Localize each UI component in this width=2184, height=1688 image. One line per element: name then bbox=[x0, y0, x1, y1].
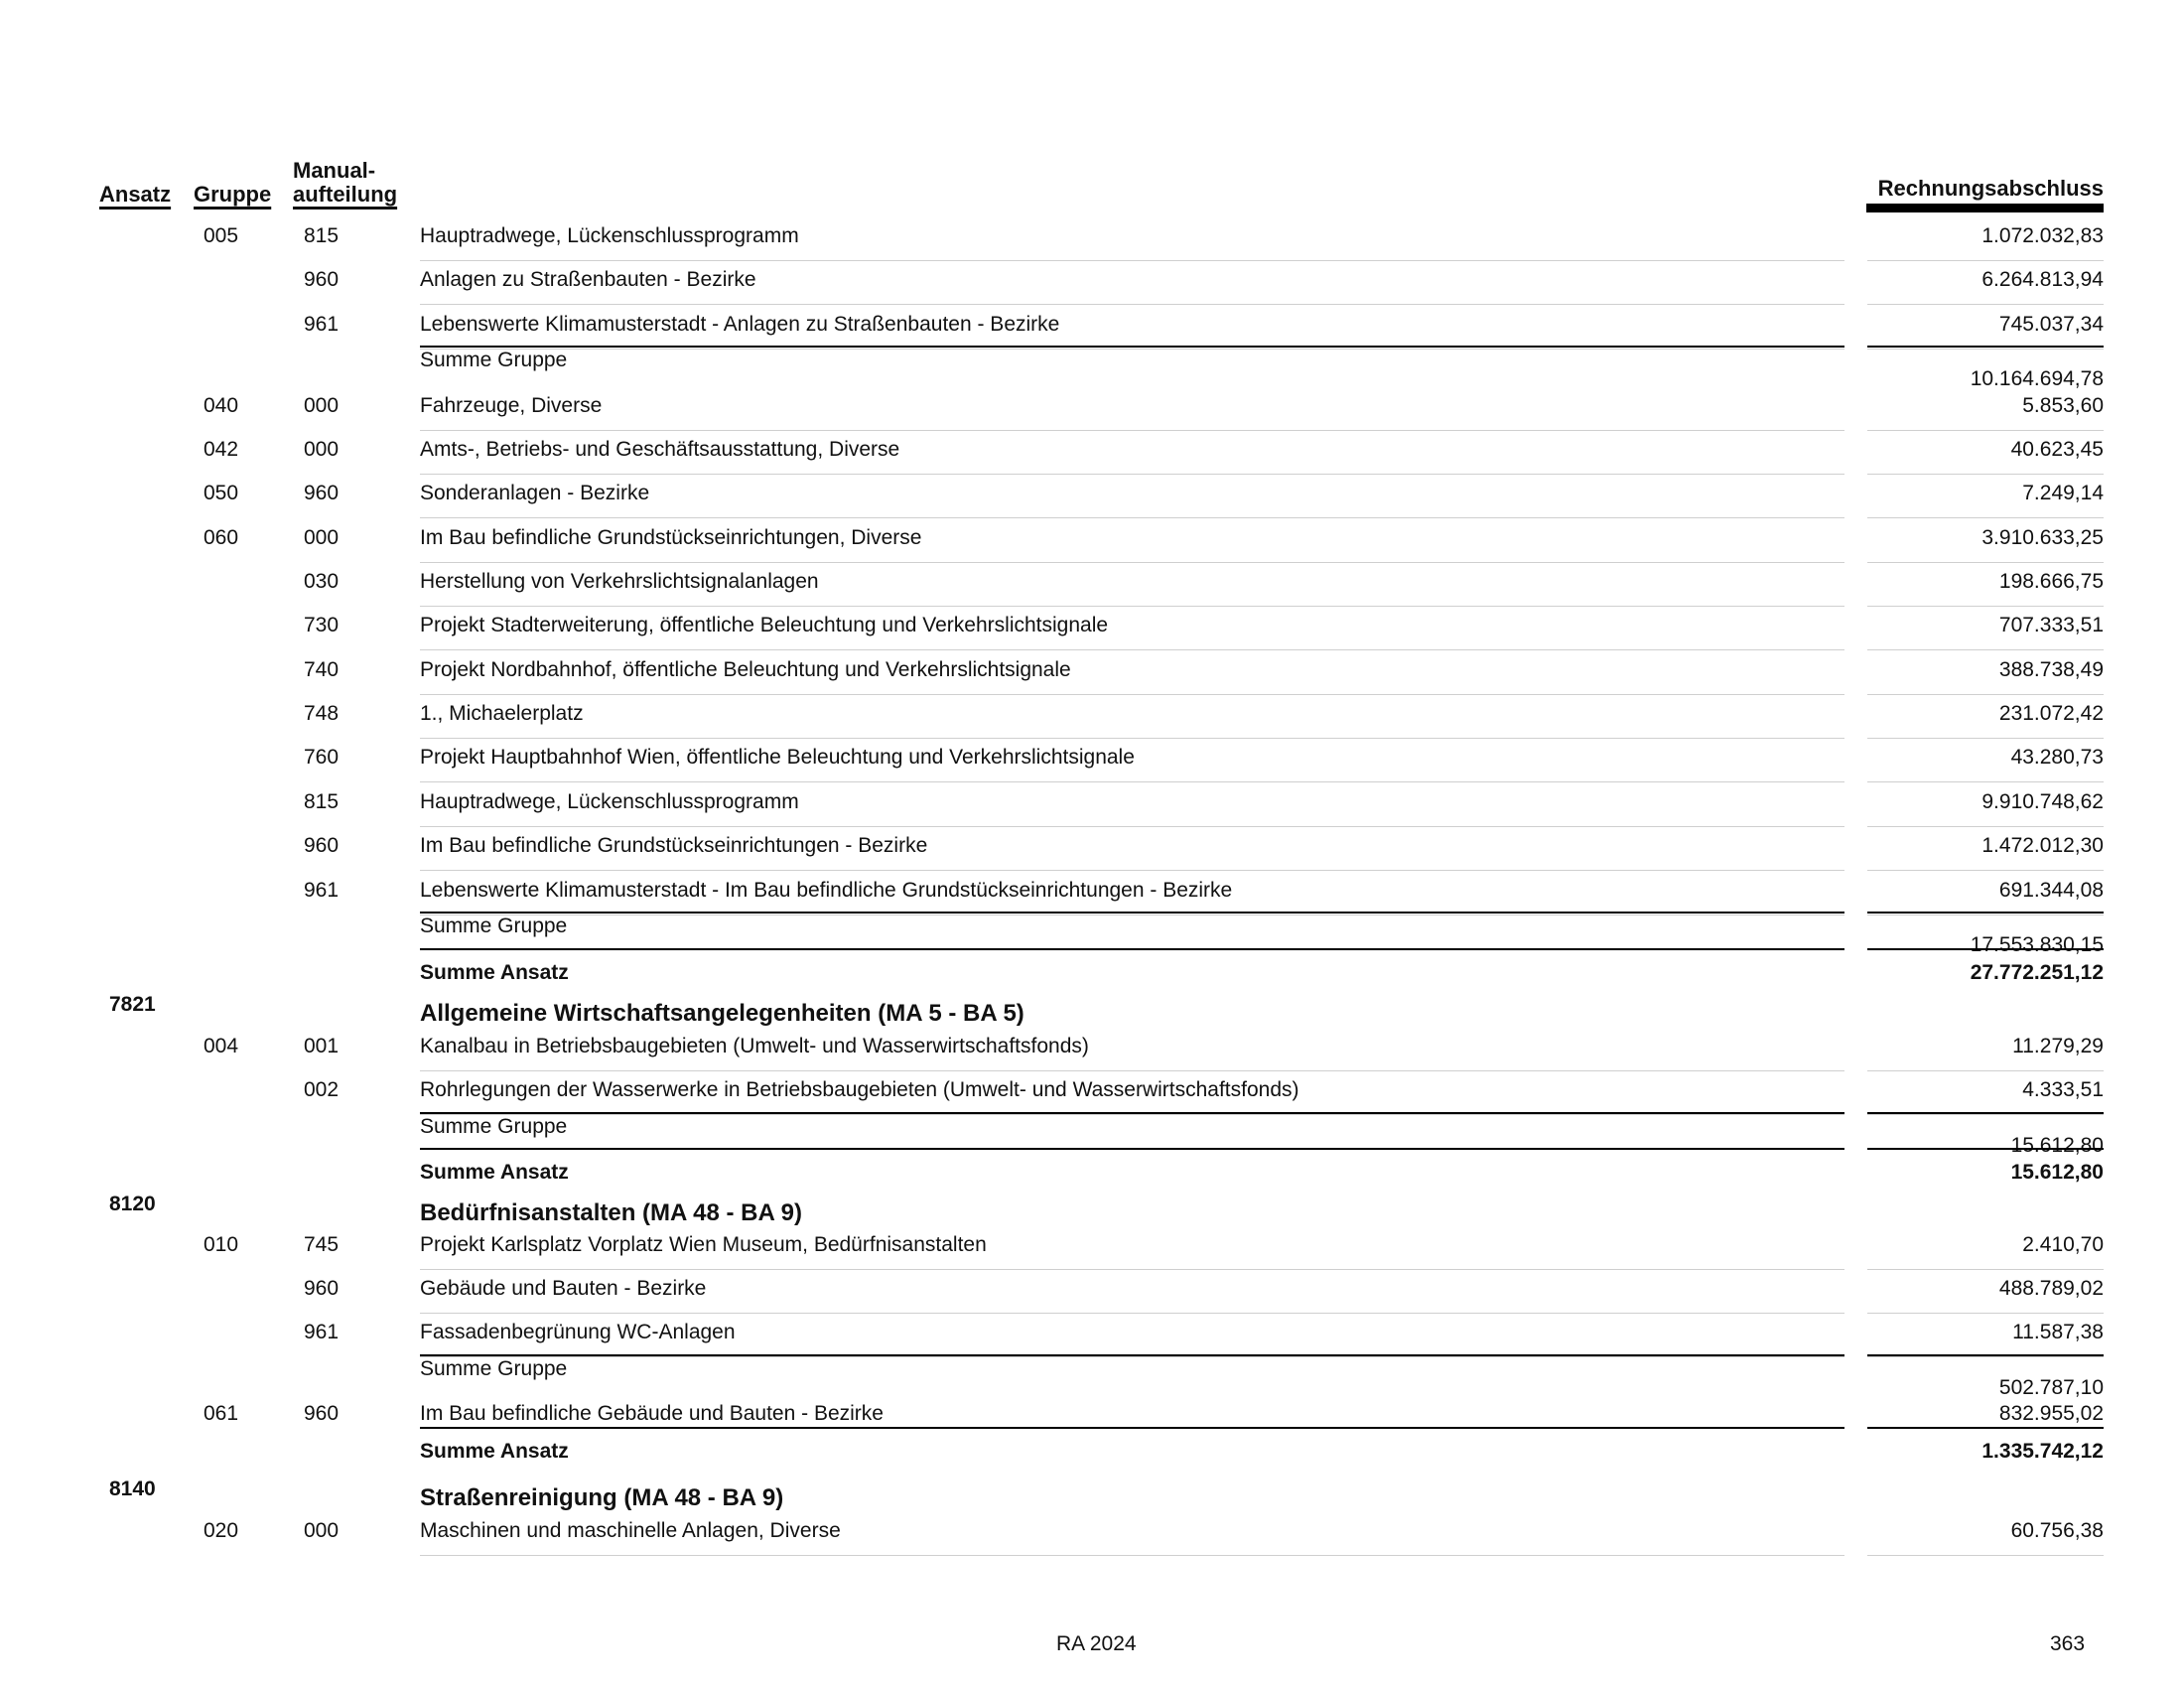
row-amount: 1.072.032,83 bbox=[1981, 224, 2104, 247]
row-separator bbox=[1867, 1313, 2104, 1314]
table-row bbox=[0, 1233, 2184, 1278]
row-amount: 3.910.633,25 bbox=[1981, 526, 2104, 549]
row-separator bbox=[1867, 914, 2104, 915]
sum-rule bbox=[420, 1148, 1844, 1150]
row-separator bbox=[1867, 649, 2104, 650]
row-amount: 11.587,38 bbox=[2012, 1321, 2104, 1343]
row-description: Kanalbau in Betriebsbaugebieten (Umwelt- und Wasserwirtschaftsfonds) bbox=[420, 1035, 1089, 1057]
row-description: Im Bau befindliche Grundstückseinrichtungen, Diverse bbox=[420, 526, 922, 549]
row-description: Summe Gruppe bbox=[420, 1357, 568, 1380]
sum-rule bbox=[420, 346, 1844, 348]
row-amount: 9.910.748,62 bbox=[1981, 790, 2104, 813]
row-description: Im Bau befindliche Gebäude und Bauten - Bezirke bbox=[420, 1402, 884, 1425]
row-separator bbox=[420, 606, 1844, 607]
row-separator bbox=[1867, 349, 2104, 350]
row-description: Rohrlegungen der Wasserwerke in Betriebsbaugebieten (Umwelt- und Wasserwirtschaftsfonds) bbox=[420, 1078, 1299, 1101]
manualaufteilung-code: 730 bbox=[304, 614, 340, 636]
row-description: Projekt Hauptbahnhof Wien, öffentliche Beleuchtung und Verkehrslichtsignale bbox=[420, 746, 1135, 769]
row-separator bbox=[1867, 738, 2104, 739]
row-description: Summe Gruppe bbox=[420, 914, 568, 937]
row-description: Projekt Stadterweiterung, öffentliche Beleuchtung und Verkehrslichtsignale bbox=[420, 614, 1109, 636]
gruppe-code: 020 bbox=[204, 1519, 239, 1542]
gruppe-code: 004 bbox=[204, 1035, 239, 1057]
row-description: Fahrzeuge, Diverse bbox=[420, 394, 603, 417]
gruppe-code: 060 bbox=[204, 526, 239, 549]
row-description: Maschinen und maschinelle Anlagen, Diverse bbox=[420, 1519, 841, 1542]
row-separator bbox=[420, 781, 1844, 782]
row-separator bbox=[1867, 1356, 2104, 1357]
column-header-gruppe: Gruppe bbox=[194, 182, 272, 207]
manualaufteilung-code: 000 bbox=[304, 438, 340, 461]
manualaufteilung-code: 961 bbox=[304, 1321, 340, 1343]
summe-ansatz-row bbox=[0, 959, 2184, 1004]
row-amount: 1.472.012,30 bbox=[1981, 834, 2104, 857]
row-amount: 60.756,38 bbox=[2010, 1519, 2104, 1542]
row-separator bbox=[420, 826, 1844, 827]
table-row bbox=[0, 879, 2184, 923]
row-description: Sonderanlagen - Bezirke bbox=[420, 482, 650, 504]
manualaufteilung-code: 000 bbox=[304, 1519, 340, 1542]
column-header-manualaufteilung-line1: Manual- bbox=[293, 158, 376, 183]
table-row bbox=[0, 482, 2184, 526]
manualaufteilung-code: 960 bbox=[304, 268, 340, 291]
manualaufteilung-code: 001 bbox=[304, 1035, 340, 1057]
table-row bbox=[0, 790, 2184, 835]
row-separator bbox=[420, 1114, 1844, 1115]
row-description: Summe Ansatz bbox=[420, 1161, 569, 1184]
row-separator bbox=[1867, 826, 2104, 827]
sum-rule bbox=[420, 1427, 1844, 1429]
row-amount: 15.612,80 bbox=[2010, 1161, 2104, 1184]
footer-title: RA 2024 bbox=[1056, 1632, 1137, 1655]
manualaufteilung-code: 000 bbox=[304, 526, 340, 549]
row-separator bbox=[1867, 562, 2104, 563]
table-row bbox=[0, 1321, 2184, 1365]
row-description: Summe Gruppe bbox=[420, 1115, 568, 1138]
gruppe-code: 010 bbox=[204, 1233, 239, 1256]
column-header-manualaufteilung-line2: aufteilung bbox=[293, 182, 398, 207]
row-description: Lebenswerte Klimamusterstadt - Anlagen zu Straßenbauten - Bezirke bbox=[420, 313, 1060, 336]
row-description: Amts-, Betriebs- und Geschäftsausstattung, Diverse bbox=[420, 438, 900, 461]
row-description: Gebäude und Bauten - Bezirke bbox=[420, 1277, 707, 1300]
manualaufteilung-code: 815 bbox=[304, 224, 340, 247]
table-row bbox=[0, 224, 2184, 269]
row-amount: 10.164.694,78 bbox=[1970, 367, 2104, 390]
row-separator bbox=[420, 870, 1844, 871]
row-description: Allgemeine Wirtschaftsangelegenheiten (MA 5 - BA 5) bbox=[420, 1000, 1024, 1027]
row-separator bbox=[1867, 430, 2104, 431]
table-row bbox=[0, 1035, 2184, 1079]
manualaufteilung-code: 760 bbox=[304, 746, 340, 769]
table-row bbox=[0, 614, 2184, 658]
row-description: Im Bau befindliche Grundstückseinrichtungen - Bezirke bbox=[420, 834, 928, 857]
row-amount: 1.335.742,12 bbox=[1981, 1440, 2104, 1463]
table-row bbox=[0, 658, 2184, 703]
row-separator bbox=[1867, 781, 2104, 782]
row-amount: 745.037,34 bbox=[1998, 313, 2104, 336]
table-row bbox=[0, 394, 2184, 439]
row-amount: 43.280,73 bbox=[2010, 746, 2104, 769]
page-number: 363 bbox=[2050, 1632, 2086, 1655]
row-separator bbox=[420, 1070, 1844, 1071]
row-separator bbox=[420, 349, 1844, 350]
row-description: Summe Ansatz bbox=[420, 1440, 569, 1463]
row-amount: 198.666,75 bbox=[1998, 570, 2104, 593]
ansatz-code: 8140 bbox=[109, 1477, 156, 1500]
table-row bbox=[0, 268, 2184, 313]
row-separator bbox=[420, 1356, 1844, 1357]
row-description: Projekt Karlsplatz Vorplatz Wien Museum, Bedürfnisanstalten bbox=[420, 1233, 987, 1256]
row-separator bbox=[1867, 1269, 2104, 1270]
row-separator bbox=[420, 694, 1844, 695]
row-amount: 707.333,51 bbox=[1998, 614, 2104, 636]
summe-ansatz-row bbox=[0, 1438, 2184, 1482]
row-amount: 5.853,60 bbox=[2022, 394, 2104, 417]
gruppe-code: 005 bbox=[204, 224, 239, 247]
row-description: Anlagen zu Straßenbauten - Bezirke bbox=[420, 268, 756, 291]
table-row bbox=[0, 1078, 2184, 1123]
gruppe-code: 050 bbox=[204, 482, 239, 504]
row-description: Hauptradwege, Lückenschlussprogramm bbox=[420, 224, 799, 247]
manualaufteilung-code: 815 bbox=[304, 790, 340, 813]
row-amount: 40.623,45 bbox=[2010, 438, 2104, 461]
table-row bbox=[0, 313, 2184, 357]
manualaufteilung-code: 961 bbox=[304, 313, 340, 336]
row-amount: 832.955,02 bbox=[1998, 1402, 2104, 1425]
gruppe-code: 061 bbox=[204, 1402, 239, 1425]
row-amount: 4.333,51 bbox=[2022, 1078, 2104, 1101]
row-separator bbox=[420, 738, 1844, 739]
row-separator bbox=[420, 430, 1844, 431]
sum-rule bbox=[1867, 1112, 2104, 1114]
manualaufteilung-code: 960 bbox=[304, 1277, 340, 1300]
sum-rule bbox=[1867, 1427, 2104, 1429]
sum-rule bbox=[1867, 948, 2104, 950]
row-separator bbox=[1867, 304, 2104, 305]
row-separator bbox=[1867, 1114, 2104, 1115]
sum-rule bbox=[420, 1354, 1844, 1356]
table-row bbox=[0, 1277, 2184, 1322]
row-separator bbox=[420, 1555, 1844, 1556]
manualaufteilung-code: 740 bbox=[304, 658, 340, 681]
table-row bbox=[0, 526, 2184, 571]
row-amount: 6.264.813,94 bbox=[1981, 268, 2104, 291]
row-separator bbox=[1867, 260, 2104, 261]
row-description: Fassadenbegrünung WC-Anlagen bbox=[420, 1321, 736, 1343]
manualaufteilung-code: 030 bbox=[304, 570, 340, 593]
row-separator bbox=[420, 562, 1844, 563]
sum-rule bbox=[420, 912, 1844, 914]
manualaufteilung-code: 961 bbox=[304, 879, 340, 902]
row-amount: 7.249,14 bbox=[2022, 482, 2104, 504]
row-amount: 488.789,02 bbox=[1998, 1277, 2104, 1300]
row-description: Lebenswerte Klimamusterstadt - Im Bau befindliche Grundstückseinrichtungen - Bezirke bbox=[420, 879, 1233, 902]
table-row bbox=[0, 746, 2184, 790]
row-description: Projekt Nordbahnhof, öffentliche Beleuchtung und Verkehrslichtsignale bbox=[420, 658, 1071, 681]
sum-rule bbox=[1867, 912, 2104, 914]
manualaufteilung-code: 000 bbox=[304, 394, 340, 417]
row-separator bbox=[1867, 870, 2104, 871]
row-separator bbox=[1867, 1555, 2104, 1556]
column-header-ansatz: Ansatz bbox=[99, 182, 172, 207]
row-amount: 691.344,08 bbox=[1998, 879, 2104, 902]
row-description: Summe Ansatz bbox=[420, 961, 569, 984]
summe-ansatz-row bbox=[0, 1159, 2184, 1203]
row-amount: 231.072,42 bbox=[1998, 702, 2104, 725]
table-row bbox=[0, 1519, 2184, 1564]
row-description: Hauptradwege, Lückenschlussprogramm bbox=[420, 790, 799, 813]
row-description: 1., Michaelerplatz bbox=[420, 702, 584, 725]
row-separator bbox=[420, 474, 1844, 475]
manualaufteilung-code: 960 bbox=[304, 1402, 340, 1425]
table-row bbox=[0, 570, 2184, 615]
row-separator bbox=[420, 1313, 1844, 1314]
row-separator bbox=[1867, 474, 2104, 475]
row-amount: 17.553.830,15 bbox=[1970, 933, 2104, 956]
row-separator bbox=[420, 914, 1844, 915]
table-row bbox=[0, 834, 2184, 879]
row-separator bbox=[420, 304, 1844, 305]
row-description: Straßenreinigung (MA 48 - BA 9) bbox=[420, 1484, 784, 1511]
row-amount: 388.738,49 bbox=[1998, 658, 2104, 681]
row-amount: 27.772.251,12 bbox=[1970, 961, 2104, 984]
ansatz-code: 8120 bbox=[109, 1193, 156, 1215]
gruppe-code: 042 bbox=[204, 438, 239, 461]
row-separator bbox=[420, 1269, 1844, 1270]
manualaufteilung-code: 002 bbox=[304, 1078, 340, 1101]
sum-rule bbox=[420, 1112, 1844, 1114]
gruppe-code: 040 bbox=[204, 394, 239, 417]
column-header-rechnungsabschluss: Rechnungsabschluss bbox=[1877, 176, 2104, 201]
row-amount: 11.279,29 bbox=[2012, 1035, 2104, 1057]
row-amount: 15.612,80 bbox=[2010, 1134, 2104, 1157]
sum-rule bbox=[1867, 1148, 2104, 1150]
row-description: Summe Gruppe bbox=[420, 349, 568, 371]
row-separator bbox=[1867, 1070, 2104, 1071]
row-description: Herstellung von Verkehrslichtsignalanlagen bbox=[420, 570, 819, 593]
ansatz-code: 7821 bbox=[109, 993, 156, 1016]
row-separator bbox=[1867, 517, 2104, 518]
row-separator bbox=[1867, 694, 2104, 695]
table-row bbox=[0, 702, 2184, 747]
row-description: Bedürfnisanstalten (MA 48 - BA 9) bbox=[420, 1199, 802, 1226]
row-amount: 2.410,70 bbox=[2022, 1233, 2104, 1256]
row-separator bbox=[420, 260, 1844, 261]
manualaufteilung-code: 960 bbox=[304, 834, 340, 857]
row-separator bbox=[1867, 606, 2104, 607]
manualaufteilung-code: 748 bbox=[304, 702, 340, 725]
sum-rule bbox=[420, 948, 1844, 950]
row-separator bbox=[420, 517, 1844, 518]
manualaufteilung-code: 960 bbox=[304, 482, 340, 504]
row-amount: 502.787,10 bbox=[1998, 1376, 2104, 1399]
manualaufteilung-code: 745 bbox=[304, 1233, 340, 1256]
row-separator bbox=[420, 649, 1844, 650]
table-row bbox=[0, 438, 2184, 483]
sum-rule bbox=[1867, 1354, 2104, 1356]
sum-rule bbox=[1867, 346, 2104, 348]
